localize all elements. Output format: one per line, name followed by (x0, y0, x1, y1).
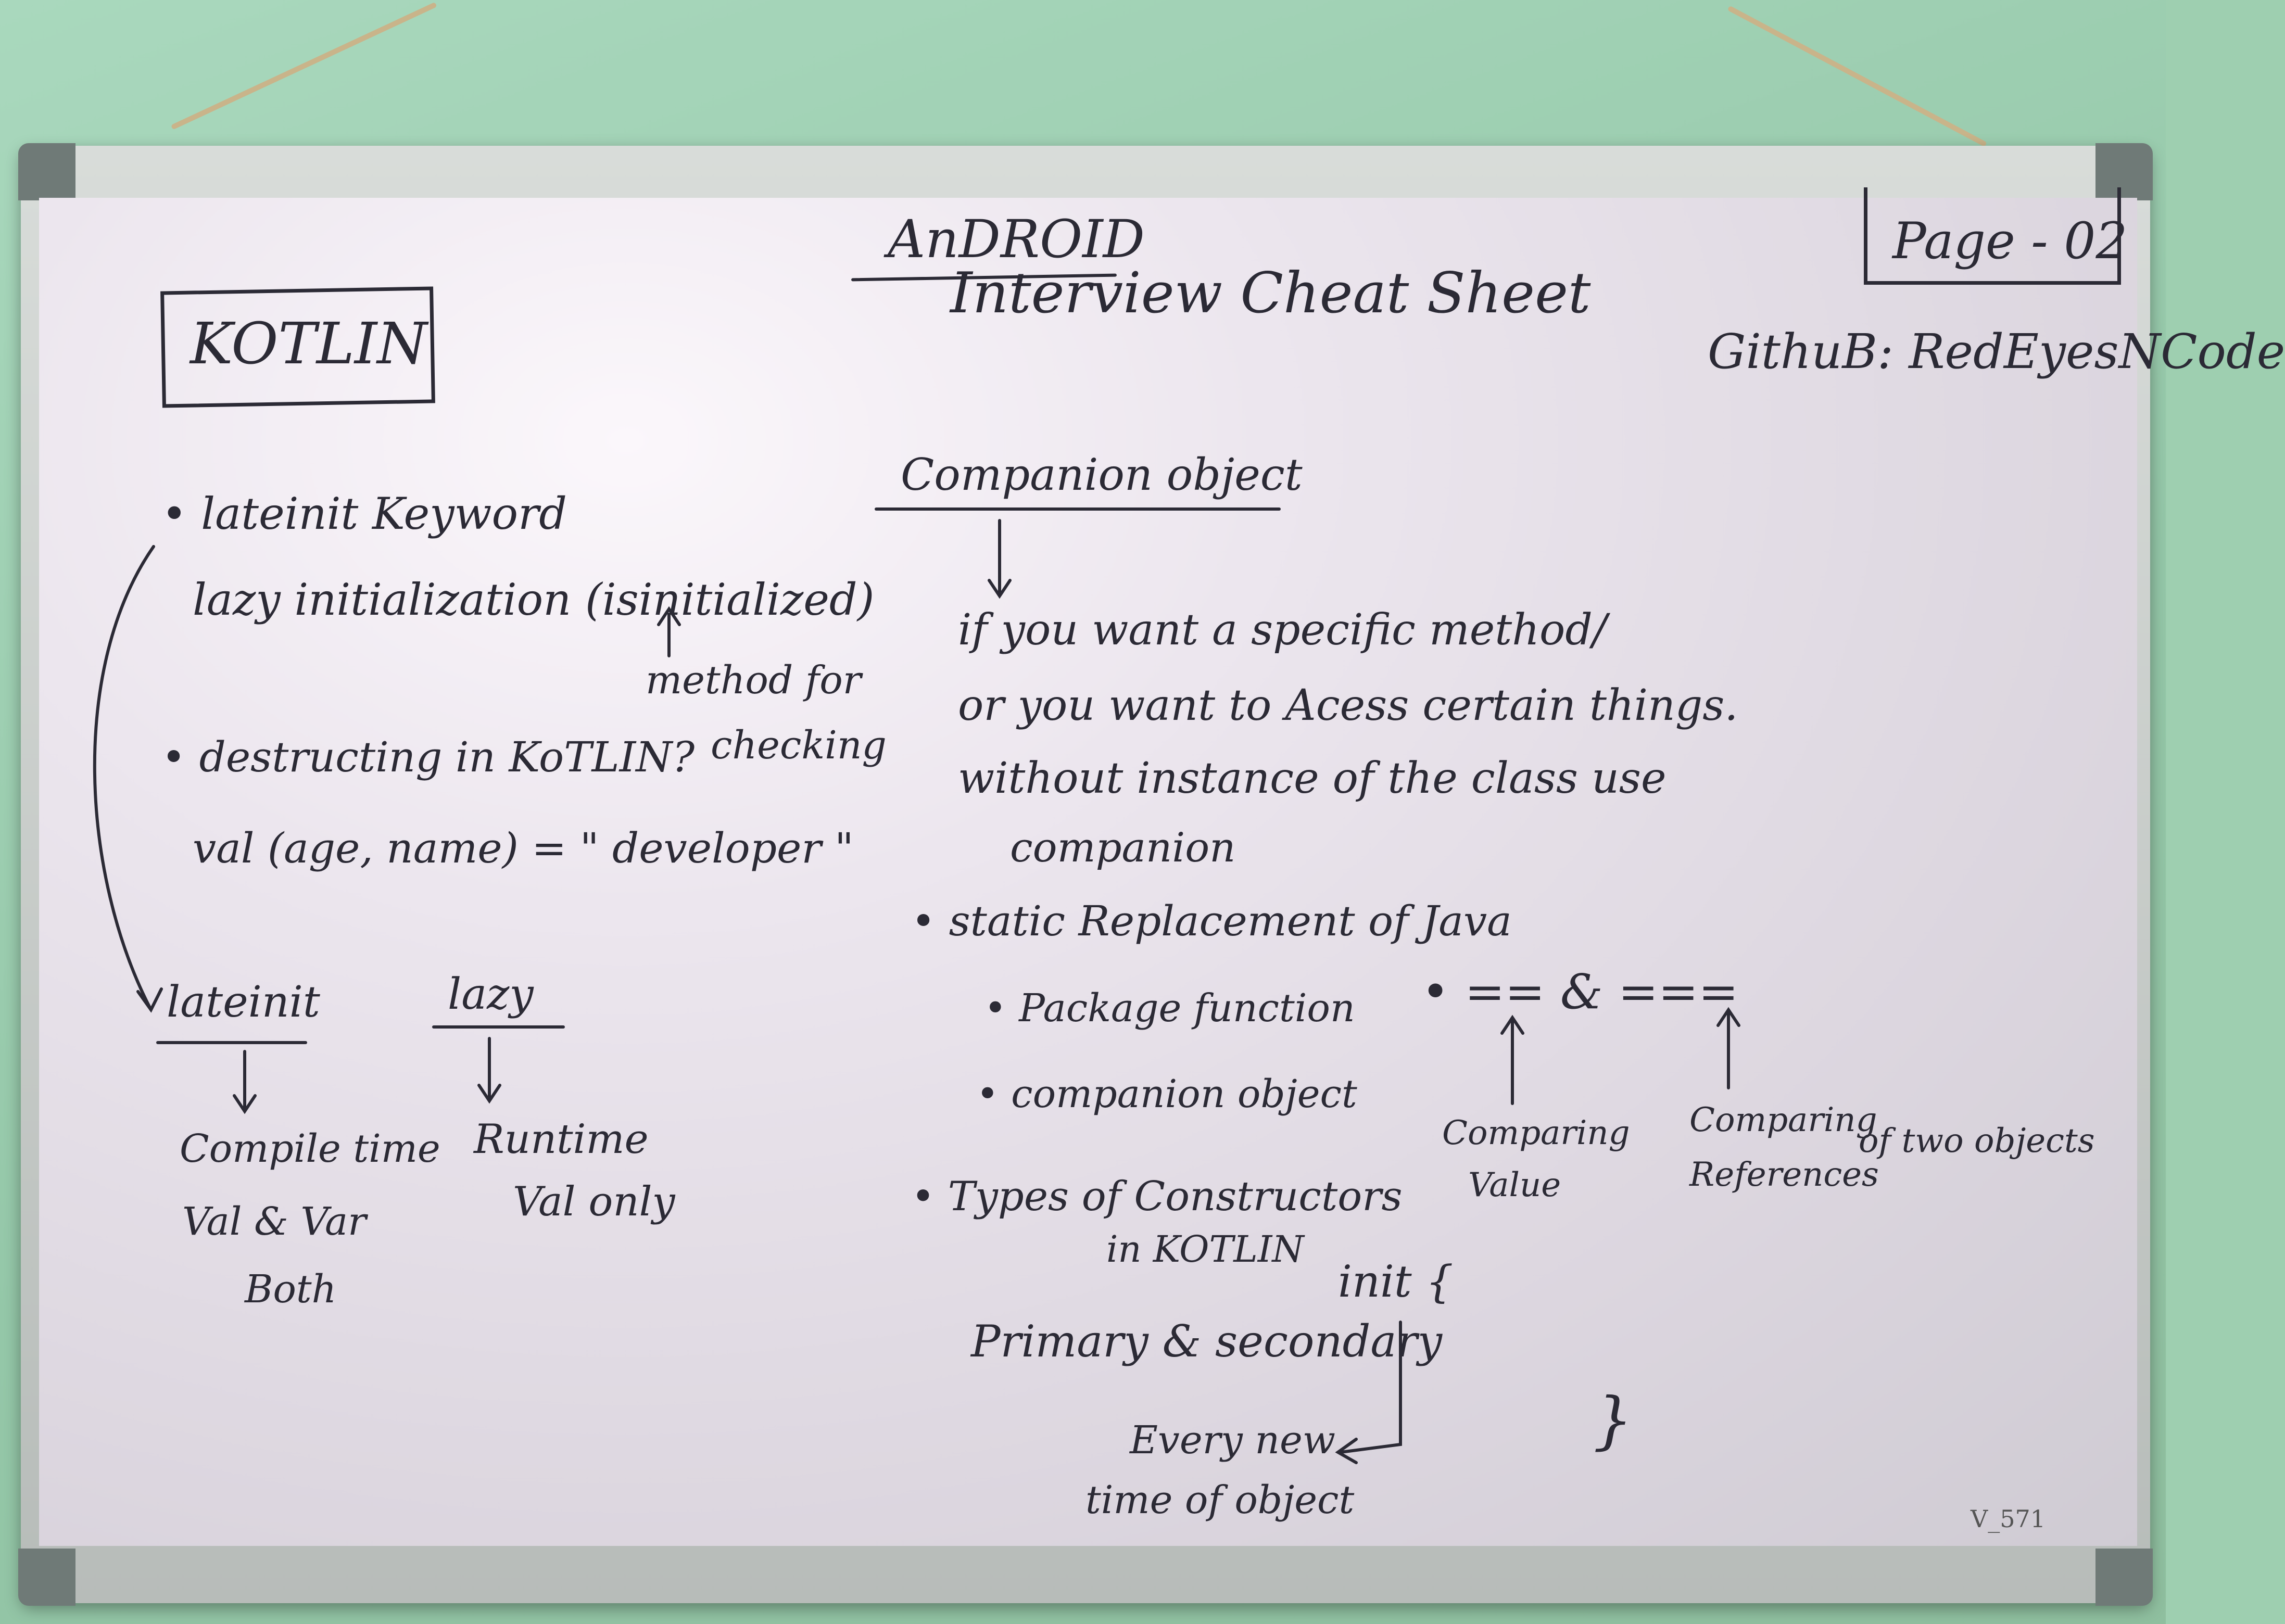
init-block: init { (1338, 1256, 1454, 1307)
closing-brace: } (1593, 1385, 1633, 1457)
types-constructors: • Types of Constructors (911, 1173, 1403, 1220)
lateinit-keyword: • lateinit Keyword (161, 488, 567, 539)
companion-heading: Companion object (901, 449, 1303, 500)
runtime: Runtime (474, 1116, 649, 1163)
frame-corner-br (2095, 1549, 2153, 1606)
comparing-ref-2: References (1689, 1156, 1879, 1194)
arrows-layer (39, 198, 2137, 1546)
whiteboard (39, 198, 2285, 1546)
equality-operators: • == & === (1421, 964, 1739, 1020)
comparing-ref-1: Comparing (1689, 1101, 1877, 1139)
of-two-objects: of two objects (1859, 1122, 2095, 1160)
frame-corner-bl (18, 1549, 75, 1606)
destructuring: • destructing in KoTLIN? (161, 733, 695, 781)
lazy-initialization: lazy initialization (isinitialized) (193, 574, 875, 625)
comparing-value-1: Comparing (1442, 1114, 1630, 1152)
val-example: val (age, name) = " developer " (193, 824, 854, 872)
every-new: Every new (1130, 1418, 1336, 1463)
title-android: AnDROID (888, 209, 1145, 270)
companion-line2: or you want to Acess certain things. (958, 681, 1738, 730)
companion-line4: companion (1010, 824, 1236, 871)
frame-corner-tl (18, 143, 75, 200)
val-only: Val only (513, 1178, 675, 1225)
static-replacement: • static Replacement of Java (911, 897, 1512, 945)
val-and-var: Val & Var (182, 1199, 367, 1244)
compile-time: Compile time (180, 1126, 440, 1171)
both: Both (245, 1267, 337, 1312)
page-label: Page - 02 (1892, 212, 2128, 270)
companion-line3: without instance of the class use (958, 754, 1667, 803)
companion-line1: if you want a specific method/ (958, 605, 1607, 655)
curved-arrow-lateinit (95, 547, 154, 1010)
checking: checking (711, 723, 887, 768)
kotlin-label: KOTLIN (190, 310, 427, 377)
method-for: method for (646, 658, 862, 703)
lazy-heading: lazy (448, 970, 534, 1019)
comparing-value-2: Value (1468, 1166, 1561, 1204)
time-of-object: time of object (1085, 1478, 1355, 1522)
github-handle: GithuB: RedEyesNCode (1708, 324, 2285, 379)
primary-secondary: Primary & secondary (971, 1316, 1443, 1367)
companion-object-item: • companion object (976, 1072, 1357, 1116)
package-function: • Package function (984, 986, 1355, 1031)
subtitle: Interview Cheat Sheet (950, 261, 1591, 326)
in-kotlin: in KOTLIN (1106, 1228, 1304, 1271)
footer-code: V_571 (1971, 1505, 2046, 1533)
arrow-init-to-every-new (1341, 1322, 1400, 1452)
lateinit-heading: lateinit (167, 978, 320, 1027)
